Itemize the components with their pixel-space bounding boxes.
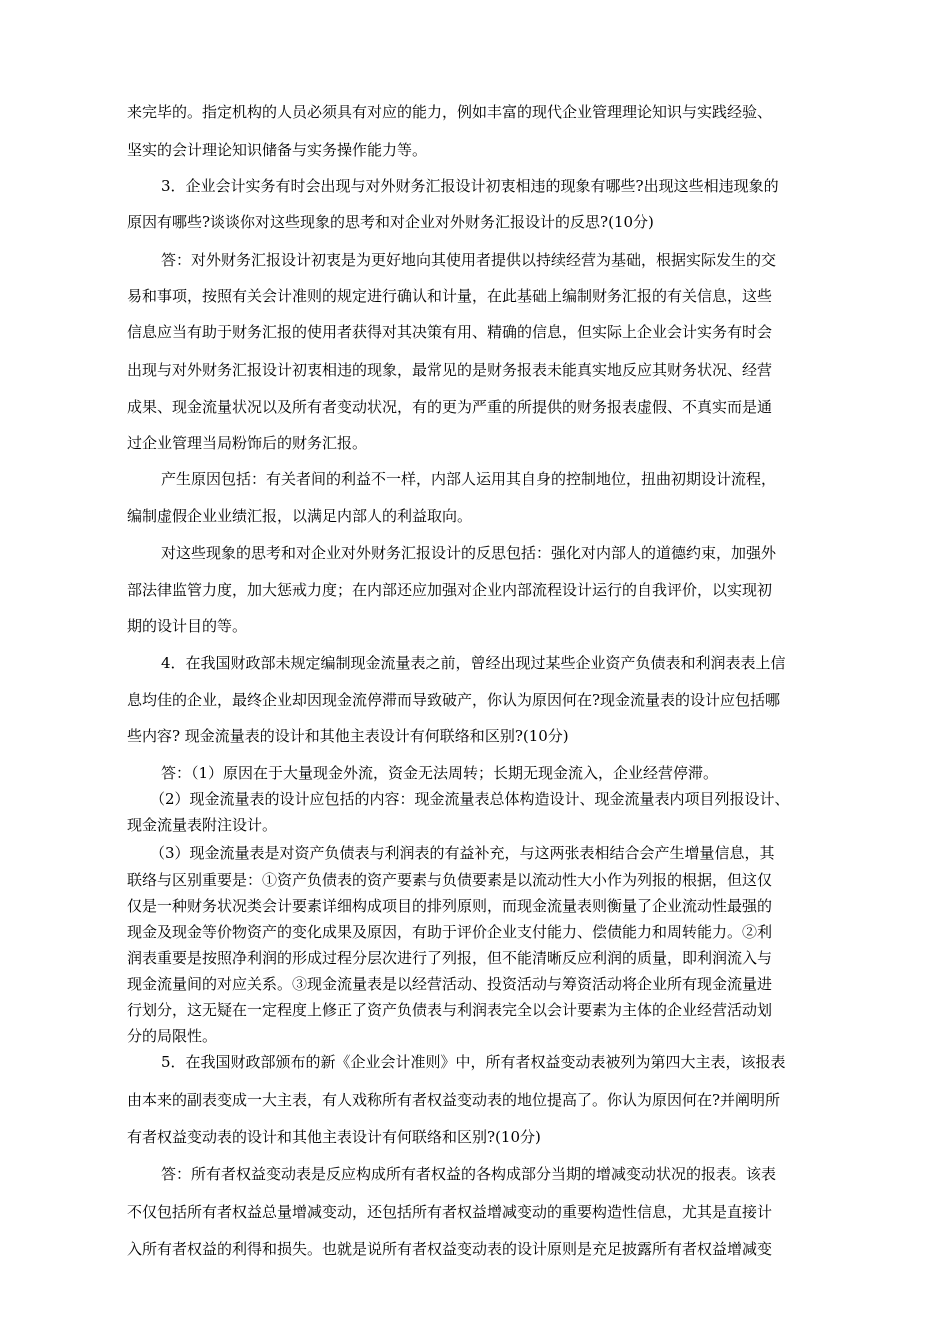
text-line: 现金流量表附注设计。 [127, 816, 278, 834]
text-line: 来完毕的。指定机构的人员必须具有对应的能力，例如丰富的现代企业管理理论知识与实践经验、 [127, 103, 773, 121]
text-line: 产生原因包括：有关者间的利益不一样，内部人运用其自身的控制地位，扭曲初期设计流程， [161, 470, 777, 488]
text-line: 润表重要是按照净利润的形成过程分层次进行了列报，但不能清晰反应利润的质量，即利润流入与 [127, 949, 773, 967]
text-line: 易和事项，按照有关会计准则的规定进行确认和计量，在此基础上编制财务汇报的有关信息，这些 [127, 287, 773, 305]
text-line: 现金流量间的对应关系。③现金流量表是以经营活动、投资活动与筹资活动将企业所有现金流量进 [127, 975, 773, 993]
text-line: 原因有哪些?谈谈你对这些现象的思考和对企业对外财务汇报设计的反思?(10分) [127, 213, 654, 231]
text-line: 现金及现金等价物资产的变化成果及原因，有助于评价企业支付能力、偿债能力和周转能力。②利 [127, 923, 773, 941]
text-line: 行划分，这无疑在一定程度上修正了资产负债表与利润表完全以会计要素为主体的企业经营活动划 [127, 1001, 773, 1019]
text-line: 坚实的会计理论知识储备与实务操作能力等。 [127, 141, 428, 159]
text-line: 联络与区别重要是：①资产负债表的资产要素与负债要素是以流动性大小作为列报的根据，但这仅 [127, 871, 773, 889]
text-line: 期的设计目的等。 [127, 617, 248, 635]
text-line: 出现与对外财务汇报设计初衷相违的现象，最常见的是财务报表未能真实地反应其财务状况、经营 [127, 361, 773, 379]
text-line: 部法律监管力度，加大惩戒力度；在内部还应加强对企业内部流程设计运行的自我评价，以实现初 [127, 581, 773, 599]
answer-line: 答：所有者权益变动表是反应构成所有者权益的各构成部分当期的增减变动状况的报表。该表 [161, 1165, 777, 1183]
text-line: 对这些现象的思考和对企业对外财务汇报设计的反思包括：强化对内部人的道德约束，加强外 [161, 544, 777, 562]
text-line: 仅是一种财务状况类会计要素详细构成项目的排列原则，而现金流量表则衡量了企业流动性最强的 [127, 897, 773, 915]
text-line: 息均佳的企业，最终企业却因现金流停滞而导致破产，你认为原因何在?现金流量表的设计应包括哪 [127, 691, 781, 709]
text-line: （3）现金流量表是对资产负债表与利润表的有益补充，与这两张表相结合会产生增量信息，其 [150, 844, 775, 862]
text-line: 成果、现金流量状况以及所有者变动状况，有的更为严重的所提供的财务报表虚假、不真实而是通 [127, 398, 773, 416]
text-line: 由本来的副表变成一大主表，有人戏称所有者权益变动表的地位提高了。你认为原因何在?并阐明所 [127, 1091, 781, 1109]
question-4-line: 4．在我国财政部未规定编制现金流量表之前，曾经出现过某些企业资产负债表和利润表表上信 [161, 654, 786, 672]
text-line: 分的局限性。 [127, 1027, 218, 1045]
answer-line: 答：（1）原因在于大量现金外流，资金无法周转；长期无现金流入，企业经营停滞。 [161, 764, 719, 782]
text-line: 编制虚假企业业绩汇报，以满足内部人的利益取向。 [127, 507, 473, 525]
answer-line: 答：对外财务汇报设计初衷是为更好地向其使用者提供以持续经营为基础，根据实际发生的交 [161, 251, 777, 269]
text-line: 过企业管理当局粉饰后的财务汇报。 [127, 434, 368, 452]
text-line: 入所有者权益的利得和损失。也就是说所有者权益变动表的设计原则是充足披露所有者权益增减变 [127, 1240, 773, 1258]
text-line: 信息应当有助于财务汇报的使用者获得对其决策有用、精确的信息，但实际上企业会计实务有时会 [127, 323, 773, 341]
text-line: （2）现金流量表的设计应包括的内容：现金流量表总体构造设计、现金流量表内项目列报设计、 [150, 790, 790, 808]
question-3-line: 3．企业会计实务有时会出现与对外财务汇报设计初衷相违的现象有哪些?出现这些相违现象的 [161, 177, 779, 195]
text-line: 些内容? 现金流量表的设计和其他主表设计有何联络和区别?(10分) [127, 727, 569, 745]
text-line: 不仅包括所有者权益总量增减变动，还包括所有者权益增减变动的重要构造性信息，尤其是直接计 [127, 1203, 773, 1221]
text-line: 有者权益变动表的设计和其他主表设计有何联络和区别?(10分) [127, 1128, 541, 1146]
question-5-line: 5．在我国财政部颁布的新《企业会计准则》中，所有者权益变动表被列为第四大主表，该报表 [161, 1053, 786, 1071]
